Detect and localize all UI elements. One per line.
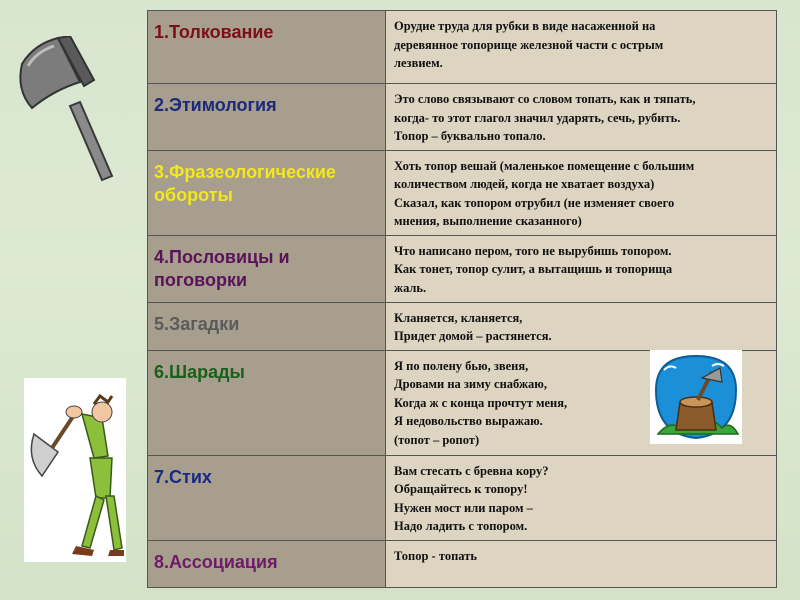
description-line: Что написано пером, того не вырубишь топором.	[394, 243, 672, 258]
term-line: 8.Ассоциация	[154, 551, 278, 572]
description-line: Хоть топор вешай (маленькое помещение с большим	[394, 158, 695, 173]
description-line: Вам стесать с бревна кору?	[394, 463, 549, 478]
man-chopping-illustration	[24, 378, 126, 562]
description-line: мнения, выполнение сказанного)	[394, 214, 582, 228]
description-line: Я недовольство выражаю.	[394, 414, 543, 428]
table-row	[148, 540, 777, 587]
description-cell	[386, 540, 777, 587]
description-line: количеством людей, когда не хватает воздуха)	[394, 177, 655, 191]
term-line: 5.Загадки	[154, 313, 240, 334]
term-cell	[148, 350, 386, 455]
term-line: 1.Толкование	[154, 22, 274, 42]
description-line: Топор - топать	[394, 548, 477, 563]
description-cell	[386, 11, 777, 84]
description-line: деревянное топорище железной части с острым	[394, 37, 664, 52]
description-line: Кланяется, кланяется,	[394, 310, 523, 325]
description-line: Дровами на зиму снабжаю,	[394, 377, 547, 391]
description-cell	[386, 84, 777, 151]
table-row	[148, 11, 777, 84]
description-cell	[386, 235, 777, 302]
description-line: Нужен мост или паром –	[394, 500, 533, 515]
table-row	[148, 84, 777, 151]
term-line: 4.Пословицы и	[154, 246, 290, 267]
tree-stump-axe-illustration	[650, 350, 742, 444]
description-line: Я по полену бью, звеня,	[394, 358, 529, 373]
term-cell	[148, 235, 386, 302]
term-cell	[148, 11, 386, 84]
description-line: (топот – ропот)	[394, 432, 480, 447]
description-cell	[386, 302, 777, 350]
description-line: Когда ж с конца прочтут меня,	[394, 395, 568, 410]
info-table	[147, 10, 777, 588]
description-line: лезвием.	[394, 56, 443, 70]
term-line: поговорки	[154, 269, 248, 290]
description-line: Сказал, как топором отрубил (не изменяет своего	[394, 195, 675, 210]
description-line: Как тонет, топор сулит, а вытащишь и топорища	[394, 262, 673, 276]
term-cell	[148, 540, 386, 587]
description-line: жаль.	[394, 280, 427, 295]
table-row	[148, 455, 777, 540]
term-line: 6.Шарады	[154, 361, 245, 382]
description-line: Надо ладить с топором.	[394, 519, 528, 533]
term-cell	[148, 150, 386, 235]
table-row	[148, 150, 777, 235]
term-line: 3.Фразеологические	[154, 161, 336, 182]
description-line: Придет домой – растянется.	[394, 329, 552, 343]
description-line: Обращайтесь к топору!	[394, 482, 528, 496]
description-line: когда- то этот глагол значил ударять, сечь, рубить.	[394, 110, 681, 125]
term-line: 7.Стих	[154, 466, 212, 487]
description-line: Это слово связывают со словом топать, как и тяпать,	[394, 92, 696, 106]
table-row	[148, 235, 777, 302]
description-cell	[386, 150, 777, 235]
table-row	[148, 302, 777, 350]
term-line: обороты	[154, 184, 233, 205]
description-line: Орудие труда для рубки в виде насаженной на	[394, 19, 656, 33]
description-line: Топор – буквально топало.	[394, 129, 546, 143]
term-line: 2.Этимология	[154, 95, 277, 115]
description-cell	[386, 455, 777, 540]
term-cell	[148, 84, 386, 151]
axe-icon	[14, 36, 124, 186]
term-cell	[148, 455, 386, 540]
term-cell	[148, 302, 386, 350]
